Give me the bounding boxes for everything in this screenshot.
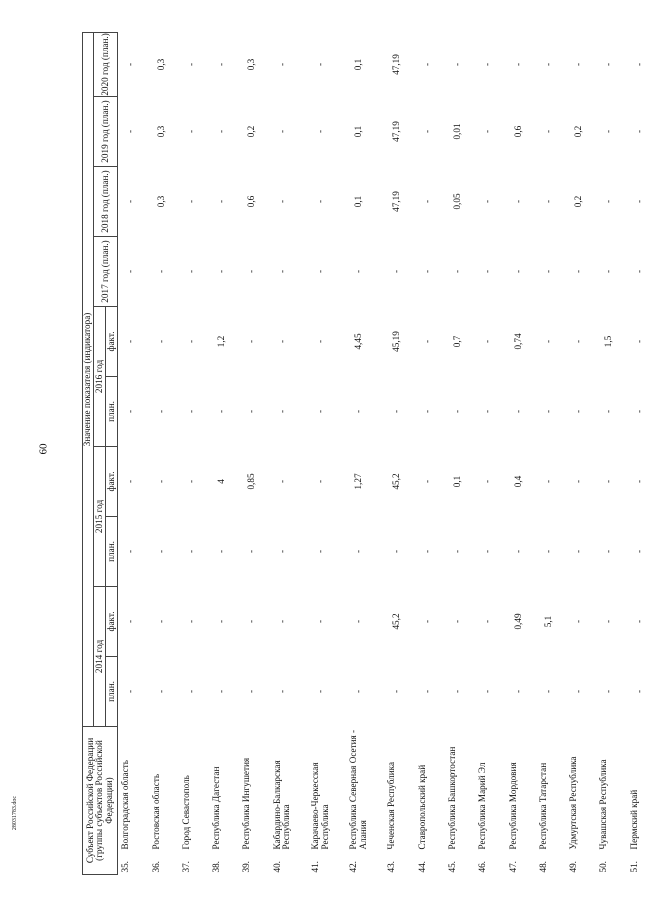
value-cell: - bbox=[185, 269, 196, 274]
subject-name: Карачаево-Черкесская Республика bbox=[309, 762, 330, 850]
value-cell: - bbox=[246, 409, 257, 414]
plan-header: план. bbox=[106, 516, 118, 586]
value-cell: - bbox=[482, 339, 493, 344]
value-cell: - bbox=[276, 549, 287, 554]
row-number: 42. bbox=[348, 861, 359, 873]
value-cell: - bbox=[276, 269, 287, 274]
value-cell: - bbox=[603, 129, 614, 134]
value-cell: 45,2 bbox=[391, 473, 402, 490]
value-cell: - bbox=[421, 549, 432, 554]
value-cell: 0,3 bbox=[155, 125, 166, 138]
subject-name: Ростовская область bbox=[150, 773, 161, 850]
value-cell: 0,1 bbox=[353, 195, 364, 208]
value-cell: 47,19 bbox=[391, 54, 402, 75]
value-cell: - bbox=[421, 269, 432, 274]
table-row bbox=[536, 32, 566, 874]
value-cell: - bbox=[603, 479, 614, 484]
value-cell: - bbox=[482, 62, 493, 66]
value-cell: 45,19 bbox=[391, 331, 402, 352]
value-cell: - bbox=[603, 689, 614, 694]
row-number: 51. bbox=[628, 861, 639, 873]
value-cell: - bbox=[314, 129, 325, 134]
value-cell: - bbox=[573, 689, 584, 694]
value-cell: - bbox=[216, 62, 227, 66]
value-cell: - bbox=[391, 269, 402, 274]
value-cell: 0,2 bbox=[246, 125, 257, 138]
value-cell: - bbox=[314, 689, 325, 694]
subject-name: Республика Марий Эл bbox=[477, 762, 488, 850]
indicator-table bbox=[82, 32, 657, 875]
year-2017-header: 2017 год (план.) bbox=[94, 236, 118, 306]
value-cell: - bbox=[155, 689, 166, 694]
subject-name: Волгоградская область bbox=[120, 760, 130, 850]
row-number: 46. bbox=[477, 861, 488, 873]
table-row bbox=[239, 32, 269, 874]
value-cell: - bbox=[573, 269, 584, 274]
value-cell: - bbox=[573, 339, 584, 344]
subject-name: Республика Ингушетия bbox=[241, 757, 252, 850]
value-cell: 0,85 bbox=[246, 473, 257, 490]
value-cell: - bbox=[155, 409, 166, 414]
value-cell: - bbox=[276, 199, 287, 204]
value-cell: - bbox=[633, 129, 644, 134]
value-cell: 47,19 bbox=[391, 191, 402, 212]
value-cell: - bbox=[246, 619, 257, 624]
value-cell: - bbox=[603, 199, 614, 204]
value-cell: - bbox=[125, 62, 135, 66]
year-2015-header: 2015 год bbox=[94, 446, 106, 586]
value-cell: - bbox=[451, 689, 462, 694]
value-cell: - bbox=[542, 689, 553, 694]
value-cell: 1,27 bbox=[353, 473, 364, 490]
value-cell: - bbox=[125, 619, 135, 624]
value-cell: - bbox=[276, 339, 287, 344]
value-cell: - bbox=[603, 269, 614, 274]
value-cell: - bbox=[542, 479, 553, 484]
table-row bbox=[506, 32, 536, 874]
value-cell: - bbox=[573, 409, 584, 414]
value-cell: - bbox=[573, 62, 584, 66]
table-body bbox=[118, 32, 657, 874]
document-id: 28031783.doc bbox=[12, 795, 19, 831]
value-cell: - bbox=[353, 269, 364, 274]
value-cell: - bbox=[482, 619, 493, 624]
value-cell: - bbox=[421, 479, 432, 484]
table-row bbox=[308, 32, 346, 874]
table-row bbox=[475, 32, 505, 874]
value-cell: - bbox=[185, 199, 196, 204]
value-cell: 1,5 bbox=[603, 335, 614, 348]
value-cell: - bbox=[573, 549, 584, 554]
table-row bbox=[415, 32, 445, 874]
value-cell: - bbox=[391, 549, 402, 554]
fact-header: факт. bbox=[106, 446, 118, 516]
value-cell: 0,49 bbox=[512, 613, 523, 630]
value-cell: - bbox=[185, 339, 196, 344]
value-cell: - bbox=[542, 199, 553, 204]
value-cell: - bbox=[246, 549, 257, 554]
value-cell: - bbox=[125, 409, 135, 414]
value-cell: - bbox=[353, 619, 364, 624]
value-cell: 47,19 bbox=[391, 121, 402, 142]
value-cell: - bbox=[216, 199, 227, 204]
value-cell: - bbox=[185, 409, 196, 414]
value-cell: - bbox=[421, 129, 432, 134]
table-row bbox=[346, 32, 384, 874]
value-cell: - bbox=[276, 409, 287, 414]
value-cell: 0,6 bbox=[246, 195, 257, 208]
value-cell: - bbox=[246, 689, 257, 694]
value-cell: - bbox=[353, 409, 364, 414]
row-number: 41. bbox=[309, 861, 320, 873]
value-cell: - bbox=[603, 62, 614, 66]
value-cell: 0,3 bbox=[155, 195, 166, 208]
value-cell: - bbox=[633, 199, 644, 204]
value-cell: - bbox=[314, 199, 325, 204]
value-cell: - bbox=[314, 619, 325, 624]
subject-name: Удмуртская Республика bbox=[568, 756, 579, 850]
value-cell: - bbox=[421, 199, 432, 204]
value-cell: - bbox=[603, 409, 614, 414]
subject-name: Республика Башкортостан bbox=[446, 746, 457, 850]
value-cell: - bbox=[603, 549, 614, 554]
value-cell: 5,1 bbox=[542, 615, 553, 628]
value-cell: - bbox=[482, 269, 493, 274]
value-cell: - bbox=[185, 549, 196, 554]
value-cell: - bbox=[216, 619, 227, 624]
value-cell: - bbox=[353, 549, 364, 554]
page-number: 60 bbox=[37, 443, 50, 455]
value-cell: - bbox=[216, 549, 227, 554]
value-cell: - bbox=[125, 129, 135, 134]
value-cell: - bbox=[314, 479, 325, 484]
value-cell: - bbox=[633, 409, 644, 414]
value-cell: - bbox=[451, 62, 462, 66]
value-cell: 0,1 bbox=[451, 475, 462, 488]
value-cell: - bbox=[451, 409, 462, 414]
value-cell: - bbox=[633, 62, 644, 66]
value-cell: - bbox=[421, 339, 432, 344]
value-cell: - bbox=[451, 269, 462, 274]
value-cell: - bbox=[276, 619, 287, 624]
value-cell: - bbox=[633, 269, 644, 274]
value-cell: - bbox=[421, 409, 432, 414]
subject-name: Чувашская Республика bbox=[598, 759, 609, 850]
value-cell: 45,2 bbox=[391, 613, 402, 630]
table-row bbox=[566, 32, 596, 874]
value-cell: - bbox=[216, 689, 227, 694]
value-cell: - bbox=[276, 479, 287, 484]
table-row bbox=[209, 32, 239, 874]
value-cell: - bbox=[421, 619, 432, 624]
value-cell: 0,2 bbox=[573, 195, 584, 208]
table-row bbox=[596, 32, 626, 874]
value-cell: - bbox=[185, 62, 196, 66]
plan-header: план. bbox=[106, 376, 118, 446]
value-cell: - bbox=[542, 269, 553, 274]
value-cell: - bbox=[246, 339, 257, 344]
table-row bbox=[627, 32, 657, 874]
value-cell: - bbox=[512, 199, 523, 204]
subject-name: Чеченская Республика bbox=[386, 761, 397, 850]
value-cell: 0,05 bbox=[451, 193, 462, 210]
value-cell: - bbox=[276, 689, 287, 694]
value-cell: - bbox=[542, 62, 553, 66]
year-2019-header: 2019 год (план.) bbox=[94, 96, 118, 166]
value-cell: - bbox=[246, 269, 257, 274]
subject-name: Республика Дагестан bbox=[211, 766, 222, 850]
row-number: 50. bbox=[598, 861, 609, 873]
subject-name: Город Севастополь bbox=[180, 775, 191, 850]
value-cell: 4,45 bbox=[353, 333, 364, 350]
value-cell: - bbox=[421, 689, 432, 694]
value-cell: - bbox=[185, 479, 196, 484]
value-cell: - bbox=[512, 409, 523, 414]
value-cell: 0,3 bbox=[155, 58, 166, 71]
value-cell: - bbox=[421, 62, 432, 66]
value-cell: - bbox=[633, 689, 644, 694]
value-cell: 4 bbox=[216, 479, 227, 484]
fact-header: факт. bbox=[106, 586, 118, 656]
value-cell: - bbox=[314, 62, 325, 66]
value-cell: 0,6 bbox=[512, 125, 523, 138]
value-cell: - bbox=[314, 269, 325, 274]
row-number: 38. bbox=[211, 861, 222, 873]
value-cell: - bbox=[451, 549, 462, 554]
value-cell: - bbox=[482, 409, 493, 414]
value-cell: - bbox=[451, 619, 462, 624]
subject-name: Пермский край bbox=[628, 789, 639, 850]
value-cell: - bbox=[512, 689, 523, 694]
value-cell: - bbox=[125, 199, 135, 204]
table-row bbox=[384, 32, 414, 874]
value-cell: - bbox=[155, 269, 166, 274]
value-cell: - bbox=[482, 689, 493, 694]
value-cell: - bbox=[512, 269, 523, 274]
year-2020-header: 2020 год (план.) bbox=[94, 32, 118, 96]
value-cell: 0,4 bbox=[512, 475, 523, 488]
subject-name: Кабардино-Балкарская Республика bbox=[271, 760, 292, 850]
value-cell: - bbox=[216, 409, 227, 414]
value-cell: - bbox=[125, 339, 135, 344]
value-cell: - bbox=[633, 339, 644, 344]
value-cell: 0,1 bbox=[353, 58, 364, 71]
value-cell: - bbox=[573, 619, 584, 624]
plan-header: план. bbox=[106, 656, 118, 726]
subject-name: Республика Мордовия bbox=[507, 762, 518, 850]
row-number: 36. bbox=[150, 861, 161, 873]
table-row bbox=[270, 32, 308, 874]
year-2016-header: 2016 год bbox=[94, 306, 106, 446]
year-2014-header: 2014 год bbox=[94, 586, 106, 726]
value-cell: 0,1 bbox=[353, 125, 364, 138]
subject-name: Республика Татарстан bbox=[537, 762, 548, 850]
table-row bbox=[149, 32, 179, 874]
value-cell: - bbox=[155, 479, 166, 484]
value-cell: 0,01 bbox=[451, 123, 462, 140]
year-2018-header: 2018 год (план.) bbox=[94, 166, 118, 236]
value-cell: 0,3 bbox=[246, 58, 257, 71]
value-cell: - bbox=[512, 549, 523, 554]
row-number: 37. bbox=[180, 861, 191, 873]
row-number: 47. bbox=[507, 861, 518, 873]
value-cell: - bbox=[314, 549, 325, 554]
table-row bbox=[445, 32, 475, 874]
row-number: 45. bbox=[446, 861, 457, 873]
value-cell: - bbox=[216, 269, 227, 274]
row-number: 39. bbox=[241, 861, 252, 873]
fact-header: факт. bbox=[106, 306, 118, 376]
value-cell: - bbox=[125, 269, 135, 274]
value-cell: - bbox=[391, 689, 402, 694]
value-cell: 0,74 bbox=[512, 333, 523, 350]
value-cell: - bbox=[314, 409, 325, 414]
value-cell: - bbox=[391, 409, 402, 414]
value-cell: - bbox=[542, 339, 553, 344]
row-number: 35. bbox=[120, 861, 130, 873]
row-number: 49. bbox=[568, 861, 579, 873]
value-cell: - bbox=[314, 339, 325, 344]
subject-name: Ставропольский край bbox=[416, 764, 427, 850]
value-cell: - bbox=[603, 619, 614, 624]
row-number: 44. bbox=[416, 861, 427, 873]
value-cell: - bbox=[633, 549, 644, 554]
value-cell: 1,2 bbox=[216, 335, 227, 348]
subject-name: Республика Северная Осетия - Алания bbox=[348, 729, 368, 850]
value-cell: - bbox=[482, 479, 493, 484]
value-cell: - bbox=[155, 549, 166, 554]
value-cell: - bbox=[216, 129, 227, 134]
table-row bbox=[118, 32, 149, 874]
value-cell: - bbox=[185, 689, 196, 694]
value-cell: - bbox=[155, 339, 166, 344]
value-cell: - bbox=[633, 479, 644, 484]
value-cell: - bbox=[482, 549, 493, 554]
value-cell: - bbox=[276, 62, 287, 66]
value-cell: - bbox=[155, 619, 166, 624]
value-cell: - bbox=[542, 129, 553, 134]
value-cell: - bbox=[125, 549, 135, 554]
row-number: 48. bbox=[537, 861, 548, 873]
value-cell: - bbox=[573, 479, 584, 484]
value-cell: - bbox=[542, 549, 553, 554]
value-cell: - bbox=[276, 129, 287, 134]
value-cell: - bbox=[185, 619, 196, 624]
value-cell: 0,7 bbox=[451, 335, 462, 348]
value-cell: - bbox=[482, 129, 493, 134]
value-cell: - bbox=[512, 62, 523, 66]
value-cell: - bbox=[353, 689, 364, 694]
row-number: 40. bbox=[271, 861, 282, 873]
value-cell: - bbox=[542, 409, 553, 414]
value-cell: - bbox=[482, 199, 493, 204]
value-cell: 0,2 bbox=[573, 125, 584, 138]
table-row bbox=[179, 32, 209, 874]
value-cell: - bbox=[185, 129, 196, 134]
value-cell: - bbox=[633, 619, 644, 624]
value-header: Значение показателя (индикатора) bbox=[83, 32, 94, 726]
value-cell: - bbox=[125, 479, 135, 484]
value-cell: - bbox=[125, 689, 135, 694]
subject-header: Субъект Российской Федерации (группы субъектов Российской Федерации) bbox=[83, 726, 118, 874]
rotated-table-container bbox=[82, 33, 657, 875]
row-number: 43. bbox=[386, 861, 397, 873]
